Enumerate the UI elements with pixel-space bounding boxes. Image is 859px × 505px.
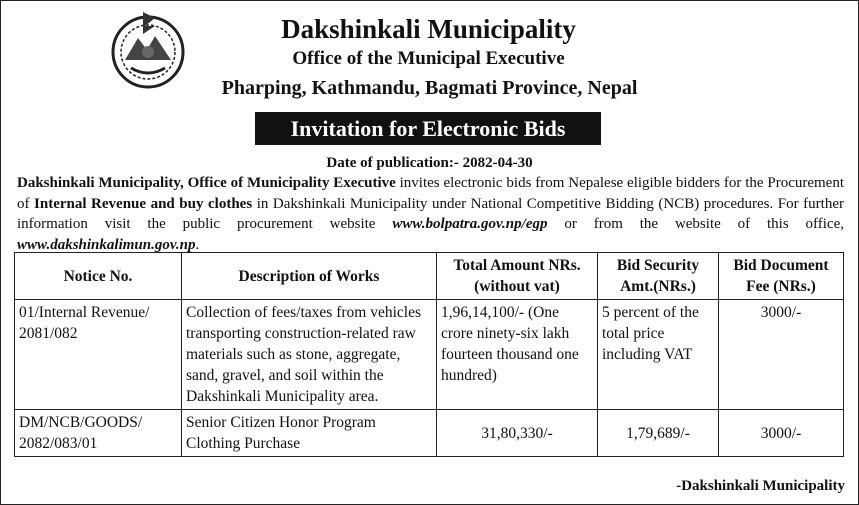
bolpatra-link[interactable]: www.bolpatra.gov.np/egp [392,216,548,232]
signature: -Dakshinkali Municipality [676,478,845,494]
cell-security: 1,79,689/- [598,410,719,457]
cell-amount: 1,96,14,100/- (One crore ninety-six lakh fourteen thousand one hundred) [437,300,598,410]
cell-description: Collection of fees/taxes from vehicles transporting construction-related raw materials such as stone, aggregate, sand, gravel, and soil within the Dakshinkali Municipality area. [182,300,437,410]
intro-paragraph [17,173,844,255]
intro-org: Dakshinkali Municipality, Office of Municipality Executive [17,175,396,191]
header-description: Description of Works [182,253,437,300]
cell-description: Senior Citizen Honor Program Clothing Purchase [182,410,437,457]
cell-fee: 3000/- [719,410,844,457]
cell-amount: 31,80,330/- [437,410,598,457]
bids-table [14,252,844,457]
cell-notice: 01/Internal Revenue/ 2081/082 [15,300,182,410]
table-header-row [15,253,844,300]
intro-text-3: or from the website of this office, [547,216,844,232]
publication-date: Date of publication:- 2082-04-30 [326,155,533,171]
header-fee: Bid Document Fee (NRs.) [719,253,844,300]
cell-notice: DM/NCB/GOODS/ 2082/083/01 [15,410,182,457]
intro-text-2: in Dakshinkali Municipality under National Competitive Bidding (NCB) procedures. For further information visit the public procurement website [17,195,844,232]
intro-procurement: Internal Revenue and buy clothes [34,195,253,212]
notice-banner: Invitation for Electronic Bids [255,112,601,145]
intro-text-1: invites electronic bids from Nepalese eligible bidders for the Procurement of [17,175,844,212]
table-row [15,300,844,410]
cell-fee: 3000/- [719,300,844,410]
cell-security: 5 percent of the total price including VAT [598,300,719,410]
header-security: Bid Security Amt.(NRs.) [598,253,719,300]
org-name: Dakshinkali Municipality [281,14,576,44]
table-row [15,410,844,457]
address: Pharping, Kathmandu, Bagmati Province, Nepal [221,77,638,99]
office-name: Office of the Municipal Executive [292,48,565,69]
municipality-website-link[interactable]: www.dakshinkalimun.gov.np [17,236,196,253]
intro-text-4: . [195,236,200,253]
header-amount: Total Amount NRs. (without vat) [437,253,598,300]
header-notice: Notice No. [15,253,182,300]
